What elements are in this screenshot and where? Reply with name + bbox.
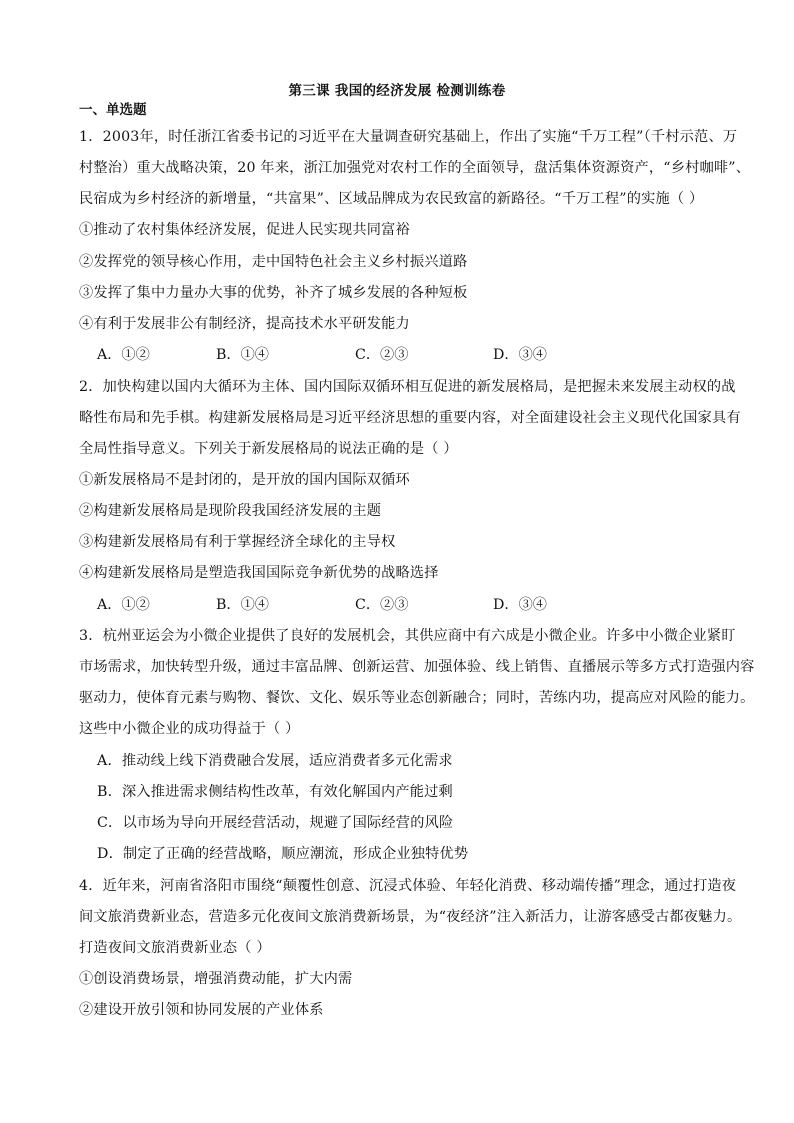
q1-stem-line: 1．2003年，时任浙江省委书记的习近平在大量调查研究基础上，作出了实施“千万工程”（千村示范、万 — [79, 129, 738, 145]
q2-item: ①新发展格局不是封闭的，是开放的国内国际双循环 — [79, 472, 410, 488]
q1-option-d[interactable]: D．③④ — [493, 347, 547, 363]
q4-stem-line: 打造夜间文旅消费新业态（ ） — [79, 940, 271, 956]
q1-stem-line: 村整治）重大战略决策，20 年来，浙江加强党对农村工作的全面领导，盘活集体资源资产，“乡村咖啡”、 — [79, 160, 751, 176]
q2-item: ②构建新发展格局是现阶段我国经济发展的主题 — [79, 503, 382, 519]
q4-stem-line: 4．近年来，河南省洛阳市围绕“颠覆性创意、沉浸式体验、年轻化消费、移动端传播”理念，通过打造夜 — [79, 878, 737, 894]
section-heading: 一、单选题 — [79, 102, 147, 118]
q2-item: ③构建新发展格局有利于掌握经济全球化的主导权 — [79, 534, 396, 550]
q3-option-d[interactable]: D．制定了正确的经营战略，顺应潮流，形成企业独特优势 — [97, 846, 469, 862]
q2-option-c[interactable]: C．②③ — [355, 597, 409, 613]
q3-option-b[interactable]: B．深入推进需求侧结构性改革，有效化解国内产能过剩 — [97, 784, 453, 800]
page-title: 第三课 我国的经济发展 检测训练卷 — [288, 83, 506, 99]
q3-option-c[interactable]: C．以市场为导向开展经营活动，规避了国际经营的风险 — [97, 815, 454, 831]
q1-item: ①推动了农村集体经济发展，促进人民实现共同富裕 — [79, 222, 410, 238]
q3-stem-line: 市场需求，加快转型升级，通过丰富品牌、创新运营、加强体验、线上销售、直播展示等多方式打造强内容 — [79, 659, 755, 675]
q1-option-b[interactable]: B．①④ — [216, 347, 269, 363]
q2-stem-line: 2．加快构建以国内大循环为主体、国内国际双循环相互促进的新发展格局，是把握未来发展主动权的战 — [79, 379, 736, 395]
q2-item: ④构建新发展格局是塑造我国国际竞争新优势的战略选择 — [79, 565, 439, 581]
q2-stem-line: 全局性指导意义。下列关于新发展格局的说法正确的是（ ） — [79, 441, 458, 457]
q3-stem-line: 驱动力，使体育元素与购物、餐饮、文化、娱乐等业态创新融合；同时，苦练内功，提高应对风险的能力。 — [79, 690, 755, 706]
q1-item: ②发挥党的领导核心作用，走中国特色社会主义乡村振兴道路 — [79, 254, 468, 270]
q3-stem-line: 这些中小微企业的成功得益于（ ） — [79, 721, 300, 737]
q1-option-c[interactable]: C．②③ — [355, 347, 409, 363]
q4-item: ②建设开放引领和协同发展的产业体系 — [79, 1002, 324, 1018]
q2-stem-line: 略性布局和先手棋。构建新发展格局是习近平经济思想的重要内容，对全面建设社会主义现代化国家具有 — [79, 410, 741, 426]
q3-stem-line: 3．杭州亚运会为小微企业提供了良好的发展机会，其供应商中有六成是小微企业。许多中小微企业紧盯 — [79, 628, 736, 644]
q4-stem-line: 间文旅消费新业态，营造多元化夜间文旅消费新场景，为“夜经济”注入新活力，让游客感受古都夜魅力。 — [79, 909, 742, 925]
q1-stem-line: 民宿成为乡村经济的新增量，“共富果”、区域品牌成为农民致富的新路径。“千万工程”的实施（ ） — [79, 191, 704, 207]
q1-option-a[interactable]: A．①② — [97, 347, 150, 363]
q3-option-a[interactable]: A．推动线上线下消费融合发展，适应消费者多元化需求 — [97, 753, 453, 769]
q4-item: ①创设消费场景，增强消费动能，扩大内需 — [79, 971, 353, 987]
q2-option-d[interactable]: D．③④ — [493, 597, 547, 613]
q1-item: ③发挥了集中力量办大事的优势，补齐了城乡发展的各种短板 — [79, 285, 468, 301]
q1-item: ④有利于发展非公有制经济，提高技术水平研发能力 — [79, 316, 410, 332]
q2-option-b[interactable]: B．①④ — [216, 597, 269, 613]
q2-option-a[interactable]: A．①② — [97, 597, 150, 613]
